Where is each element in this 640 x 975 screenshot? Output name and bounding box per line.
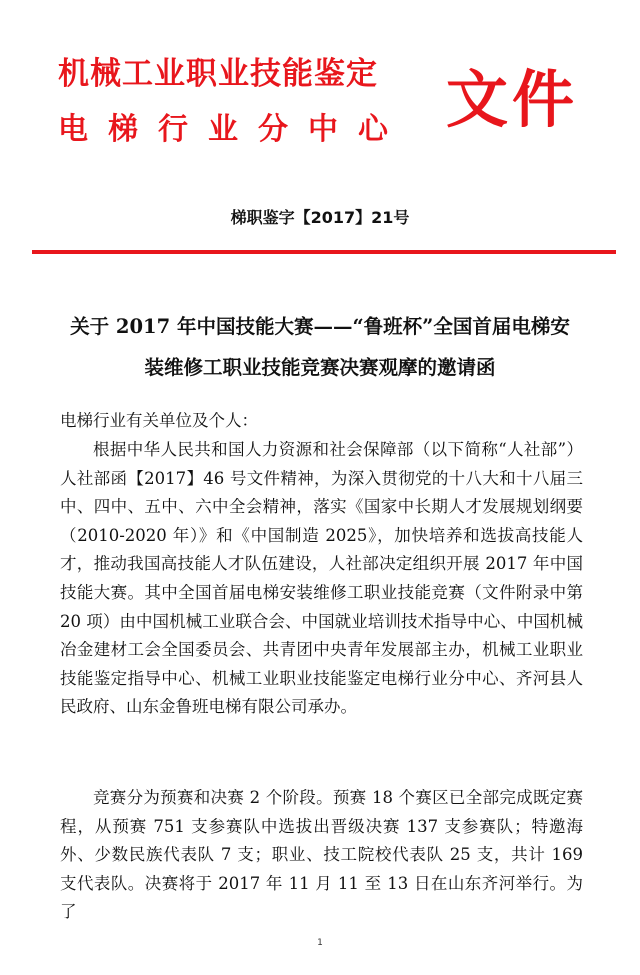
document-number: 梯职鉴字【2017】21号 bbox=[230, 208, 410, 227]
body-paragraph-1: 根据中华人民共和国人力资源和社会保障部（以下简称“人社部”）人社部函【2017】46 号文件精神，为深入贯彻党的十八大和十八届三中、四中、五中、六中全会精神，落实《国家中长期人才发展规划纲要（2010-2020 年）》和《中国制造 2025》，加快培养和选拔高技能人才，推动我国高技能人才队伍建设，人社部决定组织开展 2017 年中国技能大赛。其中全国首届电梯安装维修工职业技能竞赛（文件附录中第 20 项）由中国机械工业联合会、中国就业培训技术指导中心、中国机械冶金建材工会全国委员会、共青团中央青年发展部主办，机械工业职业技能鉴定指导中心、机械工业职业技能鉴定电梯行业分中心、齐河县人民政府、山东金鲁班电梯有限公司承办。 bbox=[60, 440, 583, 717]
document-type-label: 文件 bbox=[446, 63, 579, 136]
org-name-line2: 电梯行业分中心 bbox=[58, 112, 408, 147]
title-line1: 关于 2017 年中国技能大赛——“鲁班杯”全国首届电梯安 bbox=[70, 315, 570, 338]
salutation: 电梯行业有关单位及个人： bbox=[60, 411, 258, 430]
red-header-rule bbox=[32, 250, 616, 254]
body-paragraph-2: 竞赛分为预赛和决赛 2 个阶段。预赛 18 个赛区已全部完成既定赛程，从预赛 751 支参赛队中选拔出晋级决赛 137 支参赛队；特邀海外、少数民族代表队 7 支；职业、技工院校代表队 25 支，共计 169 支代表队。决赛将于 2017 年 11 月 11 至 13 日在山东齐河举行。为了 bbox=[60, 788, 583, 922]
title-line2: 装维修工职业技能竞赛决赛观摩的邀请函 bbox=[144, 356, 496, 379]
page-number: 1 bbox=[317, 938, 323, 948]
org-name-line1: 机械工业职业技能鉴定 bbox=[58, 56, 378, 92]
